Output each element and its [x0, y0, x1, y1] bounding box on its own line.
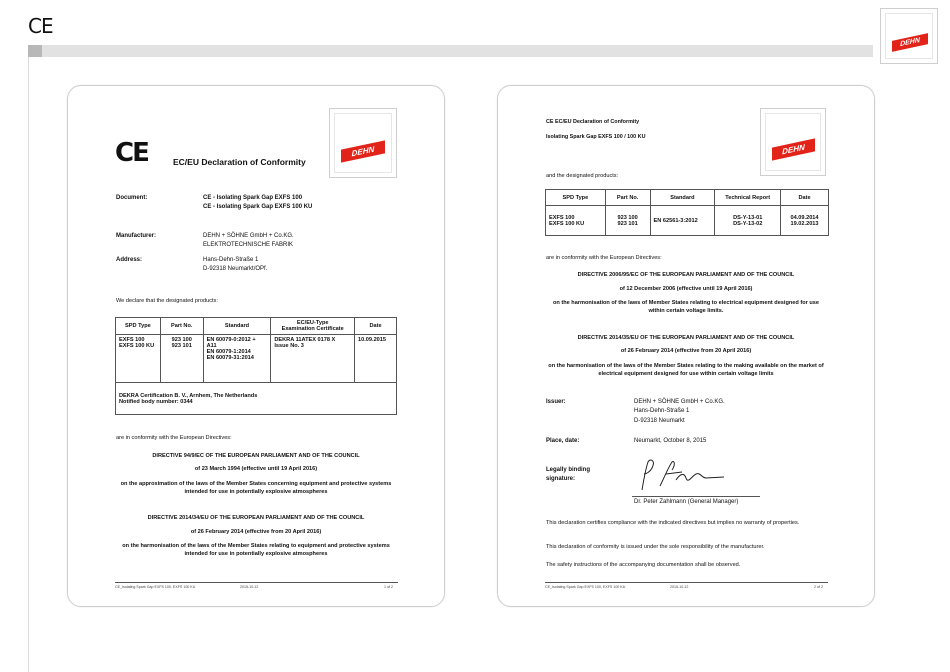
document-label: Document:: [116, 195, 148, 201]
page-number: 2 of 2: [814, 585, 823, 589]
cell-standard: EN 62561-3:2012: [650, 206, 715, 236]
th-certificate-line-2: Examination Certificate: [281, 326, 344, 332]
footer-rule: [545, 582, 828, 583]
directive-2-description: on the harmonisation of the laws of the Member States relating to equipment and protective systems intended for use in potentially explosive atmospheres: [122, 543, 390, 557]
footer-date: 2015-10-12: [670, 585, 689, 589]
note-safety: The safety instructions of the accompanying documentation shall be observed.: [546, 562, 741, 568]
signature-label-1: Legally binding: [546, 467, 591, 473]
part-no-1: 923 100: [171, 337, 192, 343]
brand-logo-header: [880, 8, 938, 64]
brand-logo: [760, 108, 826, 176]
directive-1-title: DIRECTIVE 94/9/EC OF THE EUROPEAN PARLIAMENT AND OF THE COUNCIL: [152, 453, 360, 459]
conformity-text: are in conformity with the European Directives:: [116, 435, 232, 441]
manufacturer-line-1: DEHN + SÖHNE GmbH + Co.KG.: [203, 233, 294, 239]
designated-text: and the designated products:: [546, 173, 619, 179]
manufacturer-line-2: ELEKTROTECHNISCHE FABRIK: [203, 242, 294, 248]
cell-certificate: [271, 335, 355, 383]
address-line-2: D-92318 Neumarkt/OPf.: [203, 266, 268, 272]
products-table: [545, 189, 829, 236]
standard-4: EN 60079-31:2014: [206, 355, 254, 361]
declaration-page-2: [497, 85, 875, 607]
directive-2-title: DIRECTIVE 2014/34/EU OF THE EUROPEAN PARLIAMENT AND OF THE COUNCIL: [147, 515, 365, 521]
note-responsibility: This declaration of conformity is issued under the sole responsibility of the manufacturer.: [546, 544, 765, 550]
page-heading: CE EC/EU Declaration of Conformity: [546, 119, 640, 125]
products-table: [115, 317, 397, 415]
dehn-logo-flag: DEHN: [892, 33, 928, 52]
part-no-1: 923 100: [617, 214, 638, 221]
address-line-1: Hans-Dehn-Straße 1: [203, 257, 259, 263]
manufacturer-label: Manufacturer:: [116, 233, 157, 239]
declaration-page-1: [67, 85, 445, 607]
standard-2: A11: [206, 343, 217, 349]
left-rule: [28, 57, 29, 672]
cell-report: [715, 206, 781, 236]
spd-type-2: EXFS 100 KU: [119, 343, 155, 349]
th-technical-report: Technical Report: [715, 190, 781, 206]
brand-logo: [329, 108, 397, 178]
report-2: DS-Y-13-02: [733, 220, 763, 227]
notified-body-row: [116, 383, 397, 415]
spd-type-2: EXFS 100 KU: [549, 220, 585, 227]
handwritten-signature: [636, 456, 728, 494]
directive-1-date: of 12 December 2006 (effective until 19 April 2016): [619, 286, 753, 292]
date-2: 19.02.2013: [790, 220, 819, 227]
issuer-line-1: DEHN + SÖHNE GmbH + Co.KG.: [634, 399, 725, 405]
document-line-2: CE - Isolating Spark Gap EXFS 100 KU: [203, 204, 313, 210]
th-certificate: [271, 318, 355, 335]
declare-text: We declare that the designated products:: [116, 298, 218, 304]
cell-spd: [116, 335, 161, 383]
product-subtitle: Isolating Spark Gap EXFS 100 / 100 KU: [546, 134, 646, 140]
signatory-name: Dr. Peter Zahlmann (General Manager): [634, 499, 739, 505]
directive-1-date: of 23 March 1994 (effective until 19 April 2016): [194, 466, 318, 472]
header-band: [28, 45, 873, 57]
certificate-2: Issue No. 3: [274, 343, 304, 349]
cell-part: [160, 335, 203, 383]
directive-1-description: on the harmonisation of the laws of Member States relating to electrical equipment designed for use within certain voltage limits.: [552, 300, 820, 314]
directive-2-date: of 26 February 2014 (effective from 20 April 2016): [620, 348, 752, 354]
standard-3: EN 60079-1:2014: [206, 349, 251, 355]
page-title: EC/EU Declaration of Conformity: [173, 157, 306, 167]
dehn-logo-flag: DEHN: [772, 138, 815, 160]
report-1: DS-Y-13-01: [733, 214, 763, 221]
directive-2-date: of 26 February 2014 (effective from 20 April 2016): [190, 529, 322, 535]
ce-mark: CE: [115, 138, 148, 168]
date-1: 04.09.2014: [790, 214, 819, 221]
footer-left: CE_Isolating Spark Gap EXFS 100, EXFS 100 KU: [115, 585, 196, 589]
cell-standard: [203, 335, 271, 383]
directive-1-description: on the approximation of the laws of the Member States concerning equipment and protective systems intended for use in potentially explosive atmospheres: [120, 481, 392, 495]
standard-1: EN 60079-0:2012 +: [206, 337, 256, 343]
issuer-label: Issuer:: [546, 399, 566, 405]
page-number: 1 of 2: [384, 585, 393, 589]
footer-date: 2015-10-12: [240, 585, 259, 589]
signature-label-2: signature:: [546, 476, 576, 482]
certificate-1: DEKRA 11ATEX 0178 X: [274, 337, 336, 343]
part-no-2: 923 101: [171, 343, 192, 349]
note-warranty: This declaration certifies compliance with the indicated directives but implies no warranty of properties.: [546, 520, 800, 526]
document-line-1: CE - Isolating Spark Gap EXFS 100: [203, 195, 303, 201]
table-row: [116, 335, 397, 383]
place-date-label: Place, date:: [546, 438, 580, 444]
footer-left: CE_Isolating Spark Gap EXFS 100, EXFS 100 KU: [545, 585, 626, 589]
footer-rule: [115, 582, 398, 583]
notified-body-2: Notified body number: 0344: [119, 398, 193, 405]
cell-date: 10.09.2015: [355, 335, 397, 383]
directive-2-description: on the harmonisation of the laws of the Member States relating to the making available on the market of electrical equipment designed for use within certain voltage limits: [548, 363, 824, 377]
part-no-2: 923 101: [617, 220, 638, 227]
place-date-value: Neumarkt, October 8, 2015: [634, 438, 707, 444]
spd-type-1: EXFS 100: [119, 337, 145, 343]
issuer-line-3: D-92318 Neumarkt: [634, 418, 685, 424]
cell-spd: [546, 206, 606, 236]
th-standard: Standard: [650, 190, 715, 206]
spd-type-1: EXFS 100: [549, 214, 575, 221]
th-certificate-line-1: EC/EU-Type: [296, 320, 329, 326]
conformity-text: are in conformity with the European Directives:: [546, 255, 662, 261]
th-spd-type: SPD Type: [116, 318, 161, 335]
th-standard: Standard: [203, 318, 271, 335]
issuer-line-2: Hans-Dehn-Straße 1: [634, 408, 690, 414]
th-date: Date: [781, 190, 829, 206]
directive-1-title: DIRECTIVE 2006/95/EC OF THE EUROPEAN PARLIAMENT AND OF THE COUNCIL: [577, 272, 795, 278]
address-label: Address:: [116, 257, 143, 263]
signature-line: [632, 496, 760, 497]
header-band-marker: [28, 45, 42, 57]
cell-date: [781, 206, 829, 236]
th-date: Date: [355, 318, 397, 335]
cell-notified-body: [116, 383, 397, 415]
table-row: [546, 206, 829, 236]
th-part-no: Part No.: [605, 190, 650, 206]
dehn-logo-flag: DEHN: [341, 140, 385, 162]
th-part-no: Part No.: [160, 318, 203, 335]
ce-mark-header: CE: [28, 14, 53, 38]
directive-2-title: DIRECTIVE 2014/35/EU OF THE EUROPEAN PARLIAMENT AND OF THE COUNCIL: [577, 335, 795, 341]
cell-part: [605, 206, 650, 236]
notified-body-1: DEKRA Certification B. V., Arnhem, The Netherlands: [119, 392, 258, 399]
th-spd-type: SPD Type: [546, 190, 606, 206]
